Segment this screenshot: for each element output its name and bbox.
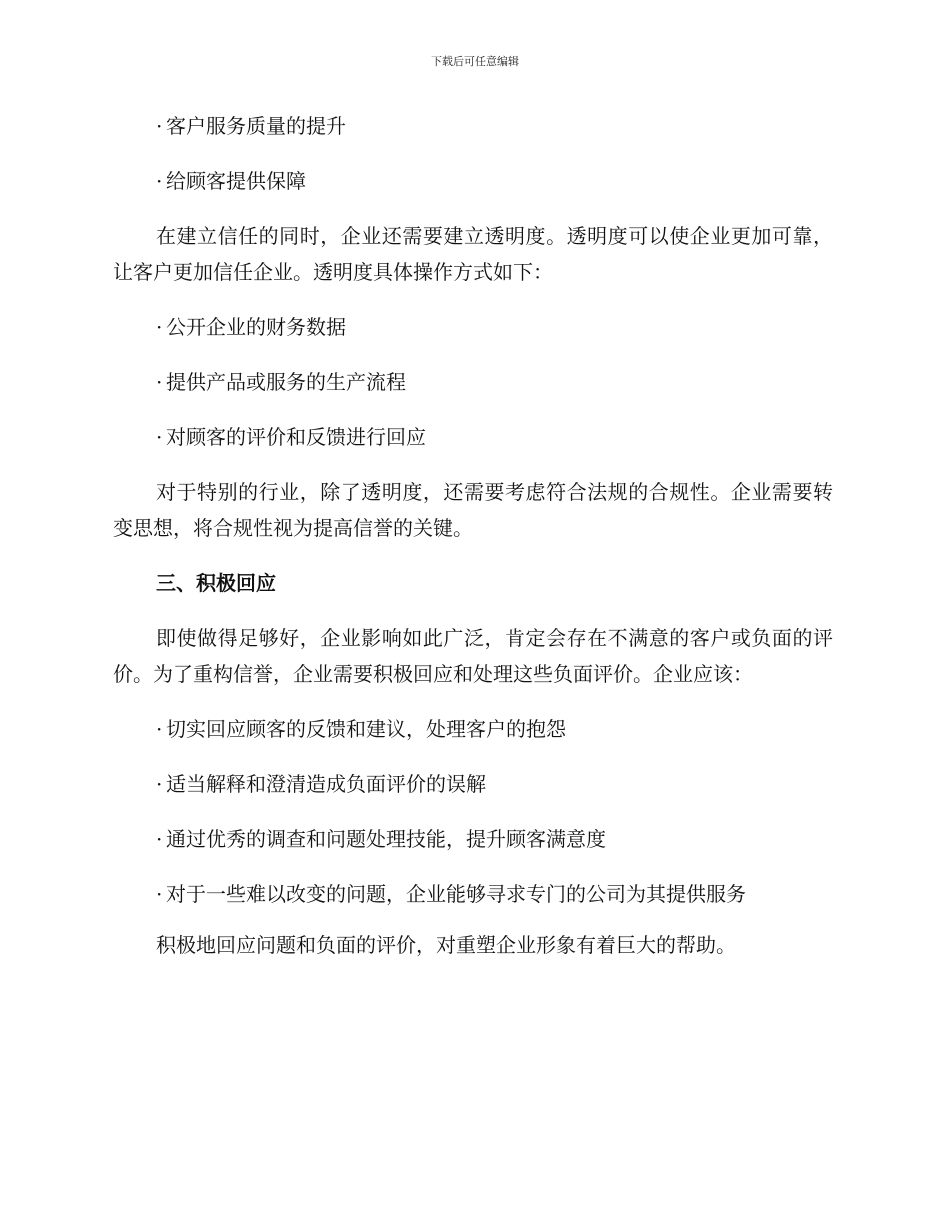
bullet-dot: · — [156, 114, 163, 138]
bullet-dot: · — [156, 717, 163, 741]
bullet-dot: · — [156, 370, 163, 394]
bullet-item — [113, 821, 833, 857]
bullet-text: 给顾客提供保障 — [166, 169, 306, 193]
bullet-text: 对顾客的评价和反馈进行回应 — [166, 425, 426, 449]
bullet-item — [113, 419, 833, 455]
bullet-dot: · — [156, 425, 163, 449]
page-header: 下载后可任意编辑 — [431, 55, 519, 68]
bullet-dot: · — [156, 772, 163, 796]
paragraph-respond: 即使做得足够好，企业影响如此广泛，肯定会存在不满意的客户或负面的评价。为了重构信誉，企业需要积极回应和处理这些负面评价。企业应该： — [113, 626, 833, 686]
bullet-text: 客户服务质量的提升 — [166, 114, 346, 138]
document-body — [113, 108, 833, 982]
paragraph-conclusion: 积极地回应问题和负面的评价，对重塑企业形象有着巨大的帮助。 — [156, 933, 736, 957]
bullet-dot: · — [156, 882, 163, 906]
bullet-dot: · — [156, 827, 163, 851]
bullet-text: 通过优秀的调查和问题处理技能，提升顾客满意度 — [166, 827, 606, 851]
bullet-text: 对于一些难以改变的问题，企业能够寻求专门的公司为其提供服务 — [166, 882, 746, 906]
bullet-dot: · — [156, 315, 163, 339]
bullet-text: 提供产品或服务的生产流程 — [166, 370, 406, 394]
bullet-text: 切实回应顾客的反馈和建议，处理客户的抱怨 — [166, 717, 566, 741]
bullet-item — [113, 364, 833, 400]
bullet-item — [113, 711, 833, 747]
bullet-text: 公开企业的财务数据 — [166, 315, 346, 339]
paragraph-transparency: 在建立信任的同时，企业还需要建立透明度。透明度可以使企业更加可靠，让客户更加信任企业。透明度具体操作方式如下： — [113, 224, 833, 284]
bullet-text: 适当解释和澄清造成负面评价的误解 — [166, 772, 486, 796]
bullet-item — [113, 876, 833, 912]
bullet-dot: · — [156, 169, 163, 193]
section-title: 三、积极回应 — [156, 571, 276, 595]
bullet-item — [113, 163, 833, 199]
paragraph-compliance: 对于特别的行业，除了透明度，还需要考虑符合法规的合规性。企业需要转变思想，将合规性视为提高信誉的关键。 — [113, 480, 833, 540]
bullet-item — [113, 766, 833, 802]
bullet-item — [113, 108, 833, 144]
bullet-item — [113, 309, 833, 345]
